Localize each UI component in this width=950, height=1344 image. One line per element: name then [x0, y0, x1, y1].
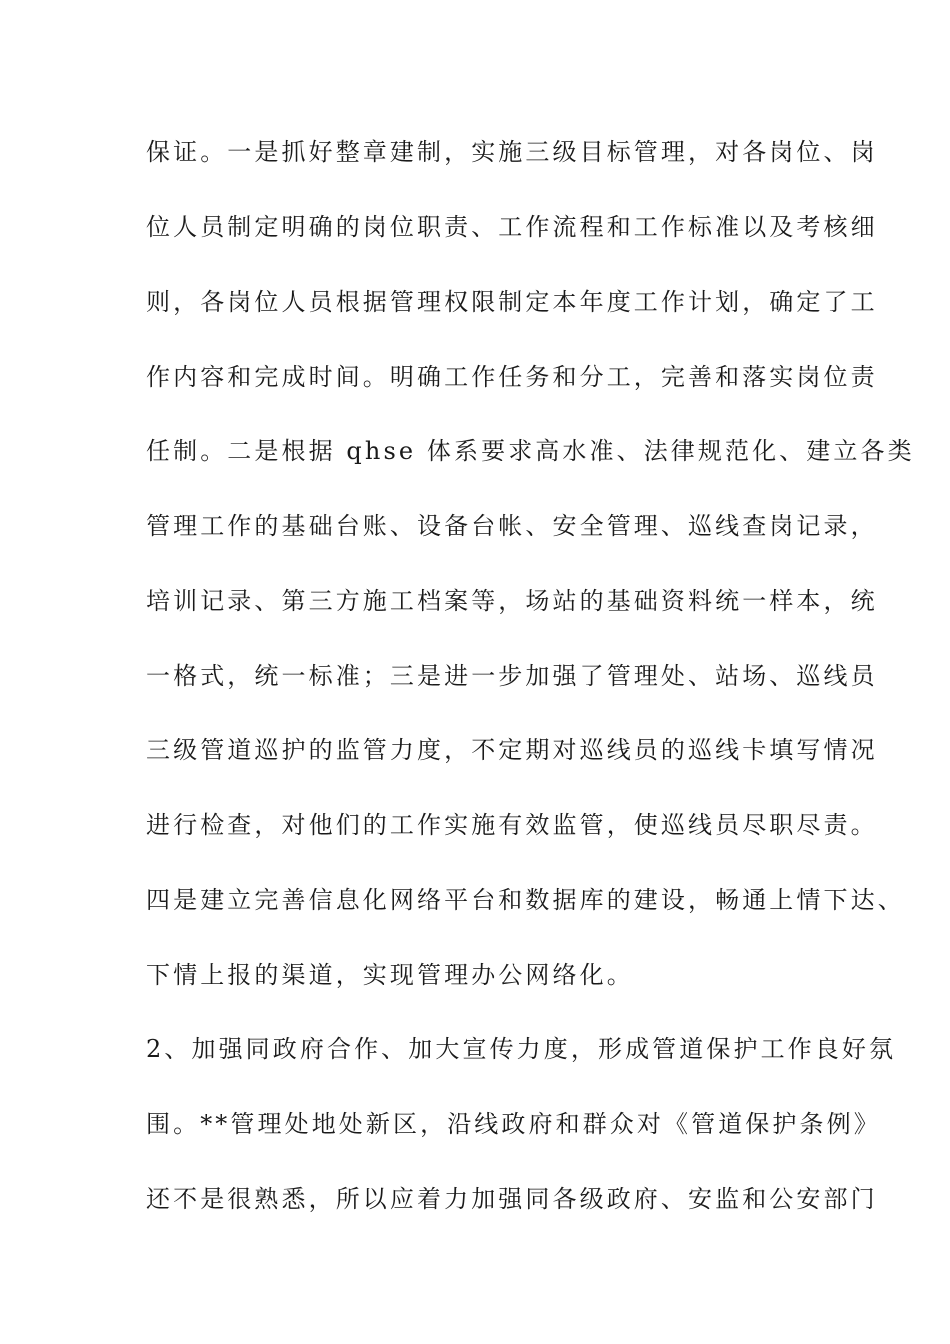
- text-line: 保证。一是抓好整章建制，实施三级目标管理，对各岗位、岗: [146, 138, 878, 166]
- text-line: 作内容和完成时间。明确工作任务和分工，完善和落实岗位责: [146, 363, 878, 391]
- text-line: 位人员制定明确的岗位职责、工作流程和工作标准以及考核细: [146, 213, 878, 241]
- text-line: 四是建立完善信息化网络平台和数据库的建设，畅通上情下达、: [146, 886, 905, 914]
- text-line: 三级管道巡护的监管力度，不定期对巡线员的巡线卡填写情况: [146, 736, 878, 764]
- text-line: 则，各岗位人员根据管理权限制定本年度工作计划，确定了工: [146, 288, 878, 316]
- text-line: 任制。二是根据 qhse 体系要求高水准、法律规范化、建立各类: [146, 437, 915, 465]
- text-line: 围。**管理处地处新区，沿线政府和群众对《管道保护条例》: [146, 1110, 881, 1138]
- text-line: 一格式，统一标准；三是进一步加强了管理处、站场、巡线员: [146, 662, 878, 690]
- text-line: 进行检查，对他们的工作实施有效监管，使巡线员尽职尽责。: [146, 811, 878, 839]
- text-line: 管理工作的基础台账、设备台帐、安全管理、巡线查岗记录，: [146, 512, 878, 540]
- text-line: 培训记录、第三方施工档案等，场站的基础资料统一样本，统: [146, 587, 878, 615]
- text-line: 还不是很熟悉，所以应着力加强同各级政府、安监和公安部门: [146, 1185, 878, 1213]
- text-line: 下情上报的渠道，实现管理办公网络化。: [146, 961, 634, 989]
- text-line: 2、加强同政府合作、加大宣传力度，形成管道保护工作良好氛: [146, 1035, 897, 1063]
